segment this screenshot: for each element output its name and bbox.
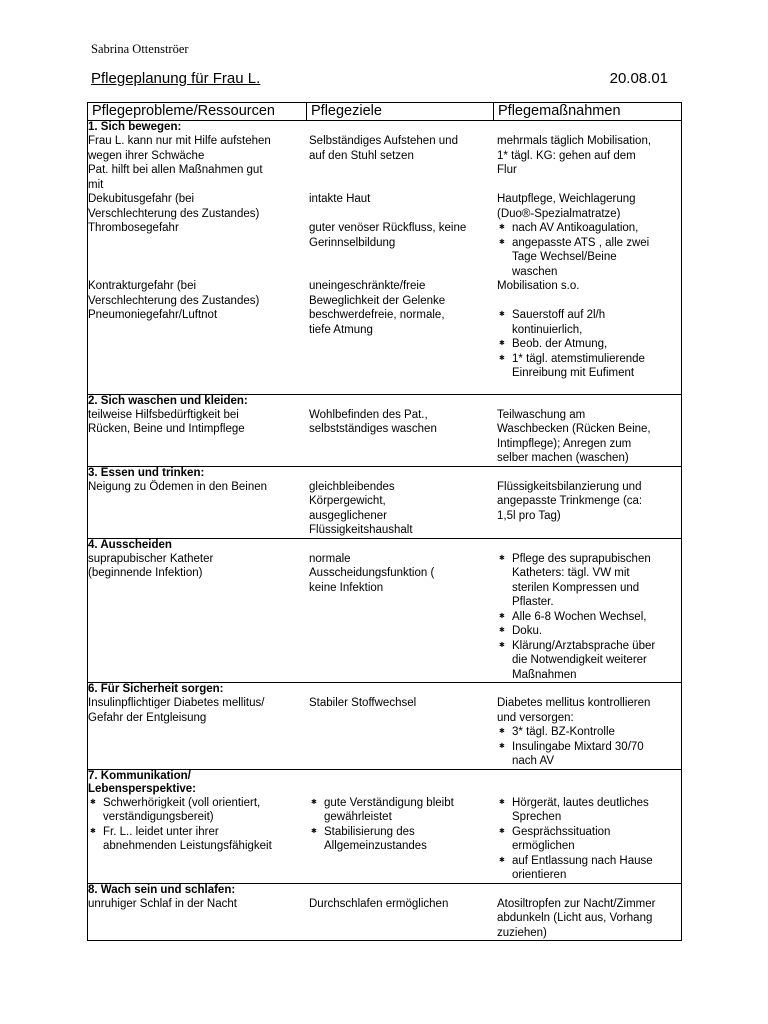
bullet-item: ✱ auf Entlassung nach Hause orientieren	[497, 854, 673, 883]
bullet-item: ✱ Pflege des suprapubischen Katheters: tägl. VW mit sterilen Kompressen und Pflaster.	[497, 552, 673, 610]
problems-cell	[88, 408, 306, 466]
text-line: Kontrakturgefahr (bei	[88, 280, 197, 292]
text-line: 1* tägl. KG: gehen auf dem	[497, 149, 636, 162]
bullet-item: ✱ Gesprächssituation ermöglichen	[497, 825, 673, 854]
text-line: 1,5l pro Tag)	[497, 509, 561, 522]
header-problems: Pflegeprobleme/Ressourcen	[88, 103, 307, 121]
text-line: beschwerdefreie, normale,	[309, 309, 445, 321]
table-header-row	[88, 103, 682, 121]
goals-cell	[306, 796, 493, 883]
text-line: Körpergewicht,	[309, 495, 386, 507]
text-line: Flüssigkeitsbilanzierung und	[497, 480, 642, 493]
text-line: Thrombosegefahr	[88, 222, 179, 234]
author-name: Sabrina Ottenströer	[91, 42, 189, 56]
text-line: Flüssigkeitshaushalt	[309, 524, 413, 536]
goals-cell	[306, 134, 493, 394]
measures-cell	[493, 480, 673, 538]
measures-cell	[493, 696, 673, 769]
text-line: Dekubitusgefahr (bei	[88, 193, 195, 205]
goals-cell	[306, 897, 493, 941]
bullet-item: ✱ Sauerstoff auf 2l/h kontinuierlich,	[497, 308, 673, 337]
text-line: suprapubischer Katheter	[88, 552, 214, 565]
text-line: selbstständiges waschen	[309, 423, 437, 435]
text-line: Atosiltropfen zur Nacht/Zimmer	[497, 897, 656, 910]
text-line: Hautpflege, Weichlagerung	[497, 193, 636, 205]
text-line: Verschlechterung des Zustandes)	[88, 207, 260, 220]
measures-cell	[493, 408, 673, 466]
text-line: Beweglichkeit der Gelenke	[309, 294, 446, 307]
section-row-6	[88, 683, 682, 770]
problems-cell	[88, 480, 306, 538]
text-line: und versorgen:	[497, 711, 574, 724]
text-line: Insulinpflichtiger Diabetes mellitus/	[88, 697, 265, 709]
care-plan-table	[87, 102, 682, 941]
text-line: Wohlbefinden des Pat.,	[309, 408, 428, 421]
goals-cell	[306, 480, 493, 538]
text-line: angepasste Trinkmenge (ca:	[497, 495, 643, 507]
bullet-item: ✱ Schwerhörigkeit (voll orientiert, verständigungsbereit)	[88, 796, 302, 825]
section-title: 6. Für Sicherheit sorgen:	[88, 683, 224, 695]
section-title: 2. Sich waschen und kleiden:	[88, 394, 248, 407]
text-line: selber machen (waschen)	[497, 452, 629, 464]
problems-cell	[88, 897, 306, 941]
bullet-item: ✱ 1* tägl. atemstimulierende Einreibung mit Eufiment	[497, 352, 673, 381]
text-line: Stabiler Stoffwechsel	[309, 697, 417, 709]
text-line: (Duo®-Spezialmatratze)	[497, 207, 621, 220]
section-title: 1. Sich bewegen:	[88, 121, 182, 133]
text-line: intakte Haut	[309, 193, 371, 205]
text-line: Pneumoniegefahr/Luftnot	[88, 309, 218, 321]
section-row-3	[88, 466, 682, 538]
section-title: 4. Ausscheiden	[88, 538, 172, 551]
section-row-1	[88, 121, 682, 395]
text-line: unruhiger Schlaf in der Nacht	[88, 897, 237, 910]
section-row-8	[88, 883, 682, 941]
measures-cell	[493, 552, 673, 683]
goals-cell	[306, 408, 493, 466]
text-line: Selbständiges Aufstehen und	[309, 135, 458, 147]
text-line: Intimpflege); Anregen zum	[497, 437, 632, 450]
text-line: wegen ihrer Schwäche	[88, 149, 205, 162]
text-line: Ausscheidungsfunktion (	[309, 567, 435, 579]
bullet-item: ✱ Insulingabe Mixtard 30/70 nach AV	[497, 740, 673, 769]
text-line: Rücken, Beine und Intimpflege	[88, 423, 245, 435]
bullet-item: ✱ nach AV Antikoagulation,	[497, 221, 673, 236]
measures-cell	[493, 134, 673, 394]
bullet-item: ✱ Beob. der Atmung,	[497, 337, 673, 352]
section-title: 3. Essen und trinken:	[88, 466, 205, 479]
text-line: normale	[309, 552, 351, 565]
text-line: gleichbleibendes	[309, 480, 395, 493]
measures-cell	[493, 897, 673, 941]
bullet-item: ✱ Doku.	[497, 624, 673, 639]
bullet-item: ✱ gute Verständigung bleibt gewährleistet	[309, 796, 489, 825]
problems-cell	[88, 134, 306, 394]
section-title: Lebensperspektive:	[88, 782, 197, 795]
text-line: Frau L. kann nur mit Hilfe aufstehen	[88, 135, 271, 147]
text-line: Flur	[497, 164, 517, 176]
text-line: uneingeschränkte/freie	[309, 280, 426, 292]
goals-cell	[306, 552, 493, 683]
problems-cell	[88, 796, 306, 883]
text-line: auf den Stuhl setzen	[309, 149, 414, 162]
text-line: abdunkeln (Licht aus, Vorhang	[497, 912, 653, 924]
bullet-item: ✱ Fr. L.. leidet unter ihrer abnehmenden Leistungsfähigkeit	[88, 825, 302, 854]
measures-cell	[493, 796, 673, 883]
text-line: (beginnende Infektion)	[88, 567, 203, 579]
section-row-4	[88, 538, 682, 683]
text-line: teilweise Hilfsbedürftigkeit bei	[88, 408, 239, 421]
header-goals: Pflegeziele	[307, 103, 494, 121]
text-line: Neigung zu Ödemen in den Beinen	[88, 480, 268, 493]
section-row-7	[88, 769, 682, 883]
text-line: keine Infektion	[309, 581, 384, 594]
text-line: guter venöser Rückfluss, keine	[309, 222, 467, 234]
text-line: mit	[88, 178, 104, 191]
text-line: Teilwaschung am	[497, 408, 586, 421]
section-row-2	[88, 394, 682, 466]
section-title: 7. Kommunikation/	[88, 769, 191, 782]
section-title: 8. Wach sein und schlafen:	[88, 883, 236, 896]
text-line: Gerinnselbildung	[309, 236, 396, 249]
bullet-item: ✱ Stabilisierung des Allgemeinzustandes	[309, 825, 489, 854]
document-title: Pflegeplanung für Frau L.	[91, 70, 261, 87]
problems-cell	[88, 552, 306, 683]
goals-cell	[306, 696, 493, 769]
text-line: Durchschlafen ermöglichen	[309, 897, 449, 910]
text-line: Pat. hilft bei allen Maßnahmen gut	[88, 164, 263, 176]
text-line: zuziehen)	[497, 926, 547, 939]
bullet-item: ✱ Klärung/Arztabsprache über die Notwendigkeit weiterer Maßnahmen	[497, 639, 673, 683]
bullet-item: ✱ Hörgerät, lautes deutliches Sprechen	[497, 796, 673, 825]
text-line: ausgeglichener	[309, 509, 388, 522]
text-line: Diabetes mellitus kontrollieren	[497, 697, 651, 709]
bullet-item: ✱ Alle 6-8 Wochen Wechsel,	[497, 610, 673, 625]
text-line: mehrmals täglich Mobilisation,	[497, 135, 652, 147]
bullet-item: ✱ angepasste ATS , alle zwei Tage Wechsel/Beine waschen	[497, 236, 673, 280]
text-line: Verschlechterung des Zustandes)	[88, 294, 260, 307]
header-measures: Pflegemaßnahmen	[494, 103, 682, 121]
text-line: tiefe Atmung	[309, 323, 373, 336]
bullet-item: ✱ 3* tägl. BZ-Kontrolle	[497, 725, 673, 740]
text-line: Waschbecken (Rücken Beine,	[497, 423, 651, 435]
text-line: Mobilisation s.o.	[497, 280, 580, 292]
text-line: Gefahr der Entgleisung	[88, 711, 207, 724]
problems-cell	[88, 696, 306, 769]
document-date: 20.08.01	[609, 70, 668, 87]
